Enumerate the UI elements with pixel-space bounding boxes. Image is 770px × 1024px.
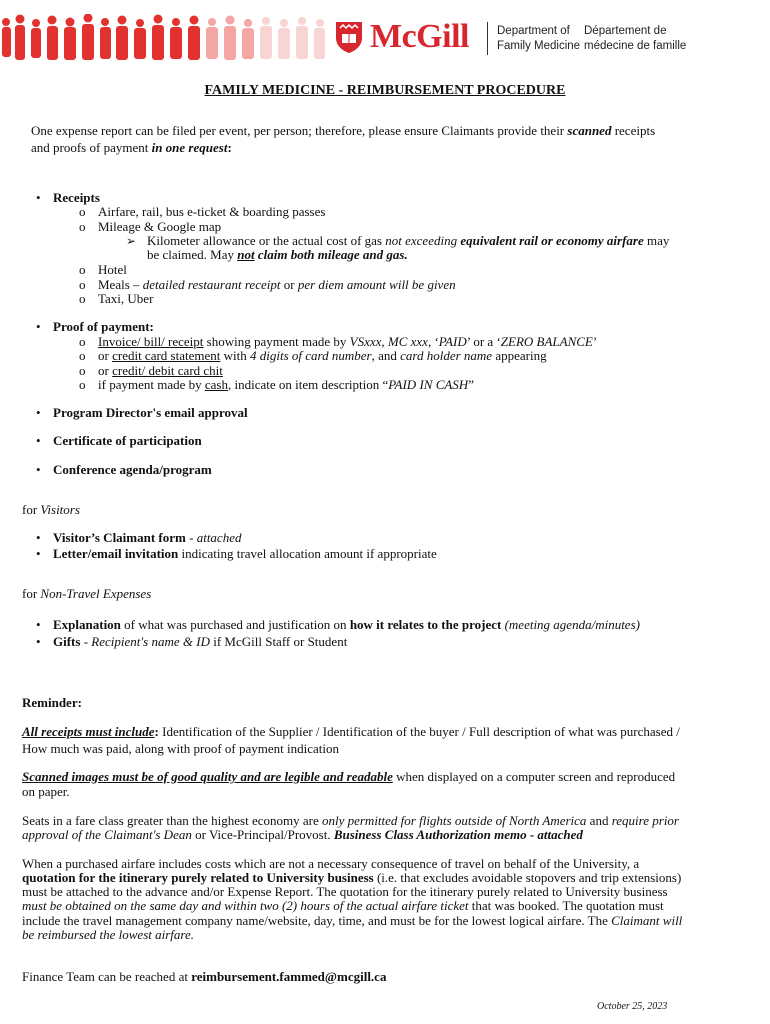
bullet-disc: • bbox=[36, 546, 41, 561]
reminder-airfare-line-5: include the travel management company name/website, day, time, and must be for the lowest logical airfare. The Claimant will bbox=[22, 913, 683, 928]
page-title: FAMILY MEDICINE - REIMBURSEMENT PROCEDURE bbox=[204, 83, 566, 98]
reminder-airfare-line-3: must be attached to the advance and/or Expense Report. The quotation for the itinerary purely related to University business bbox=[22, 884, 668, 899]
extra-agenda: Conference agenda/program bbox=[53, 462, 212, 477]
bullet-circle: o bbox=[79, 377, 86, 392]
finance-email-link[interactable]: reimbursement.fammed@mcgill.ca bbox=[191, 969, 387, 984]
finance-contact: Finance Team can be reached at reimbursement.fammed@mcgill.ca bbox=[22, 969, 387, 984]
reminder-fare-line-1: Seats in a fare class greater than the highest economy are only permitted for flights outside of North America and require prior bbox=[22, 813, 679, 828]
reminder-receipts-line-1: All receipts must include: Identification of the Supplier / Identification of the buyer / Full description of what was purchased / bbox=[22, 724, 680, 739]
extra-certificate: Certificate of participation bbox=[53, 433, 202, 448]
intro-line-2: and proofs of payment in one request: bbox=[31, 140, 232, 155]
header-divider bbox=[487, 22, 488, 55]
bullet-disc: • bbox=[36, 634, 41, 649]
bullet-circle: o bbox=[79, 348, 86, 363]
bullet-disc: • bbox=[36, 530, 41, 545]
visitors-item-letter: Letter/email invitation indicating travel allocation amount if appropriate bbox=[53, 546, 437, 561]
payment-item-invoice: Invoice/ bill/ receipt showing payment made by VSxxx, MC xxx, ‘PAID’ or a ‘ZERO BALANCE’ bbox=[98, 334, 598, 349]
reminder-receipts-line-2: How much was paid, along with proof of payment indication bbox=[22, 741, 339, 756]
document-date: October 25, 2023 bbox=[597, 1001, 668, 1012]
km-line-1: Kilometer allowance or the actual cost of gas not exceeding equivalent rail or economy airfare may bbox=[147, 233, 670, 248]
reminder-fare-line-2: approval of the Claimant's Dean or Vice-Principal/Provost. Business Class Authorization memo - attached bbox=[22, 827, 583, 842]
payment-item-statement: or credit card statement with 4 digits of card number, and card holder name appearing bbox=[98, 348, 547, 363]
bullet-disc: • bbox=[36, 319, 41, 334]
extra-director-approval: Program Director's email approval bbox=[53, 405, 248, 420]
dept-french: Département de médecine de famille bbox=[584, 25, 687, 52]
page-header bbox=[0, 0, 770, 70]
mcgill-wordmark: McGill bbox=[370, 18, 469, 55]
bullet-disc: • bbox=[36, 617, 41, 632]
reminder-airfare-line-6: be reimbursed the lowest airfare. bbox=[22, 927, 194, 942]
receipt-item-taxi: Taxi, Uber bbox=[98, 291, 154, 306]
receipt-item-hotel: Hotel bbox=[98, 262, 127, 277]
payment-item-chit: or credit/ debit card chit bbox=[98, 363, 223, 378]
receipt-item-mileage: Mileage & Google map bbox=[98, 219, 222, 234]
bullet-circle: o bbox=[79, 334, 86, 349]
payment-heading: Proof of payment: bbox=[53, 319, 154, 334]
nontravel-item-explanation: Explanation of what was purchased and justification on how it relates to the project (meeting agenda/minutes) bbox=[53, 617, 640, 632]
bullet-disc: • bbox=[36, 190, 41, 205]
people-silhouettes-image bbox=[0, 14, 330, 64]
bullet-circle: o bbox=[79, 204, 86, 219]
bullet-disc: • bbox=[36, 405, 41, 420]
receipt-item-meals: Meals – detailed restaurant receipt or per diem amount will be given bbox=[98, 277, 456, 292]
bullet-circle: o bbox=[79, 291, 86, 306]
nontravel-item-gifts: Gifts - Recipient's name & ID if McGill Staff or Student bbox=[53, 634, 348, 649]
bullet-circle: o bbox=[79, 262, 86, 277]
reminder-airfare-line-4: must be obtained on the same day and within two (2) hours of the actual airfare ticket that was booked. The quotation must bbox=[22, 898, 664, 913]
reminder-scanned-line-1: Scanned images must be of good quality and are legible and readable when displayed on a computer screen and reproduced bbox=[22, 769, 676, 784]
bullet-arrow-icon: ➢ bbox=[126, 234, 137, 248]
intro-line-1: One expense report can be filed per event, per person; therefore, please ensure Claimants provide their scanned receipts bbox=[31, 123, 656, 138]
reminder-airfare-line-1: When a purchased airfare includes costs which are not a necessary consequence of travel on behalf of the University, a bbox=[22, 856, 640, 871]
payment-item-cash: if payment made by cash, indicate on item description “PAID IN CASH” bbox=[98, 377, 474, 392]
dept-english: Department of Family Medicine bbox=[497, 25, 581, 52]
bullet-disc: • bbox=[36, 462, 41, 477]
visitors-lead: for Visitors bbox=[22, 502, 80, 517]
bullet-disc: • bbox=[36, 433, 41, 448]
mcgill-shield-icon bbox=[334, 20, 364, 54]
bullet-circle: o bbox=[79, 277, 86, 292]
bullet-circle: o bbox=[79, 363, 86, 378]
reminder-airfare-line-2: quotation for the itinerary purely related to University business (i.e. that excludes avoidable stopovers and trip extensions) bbox=[22, 870, 682, 885]
receipts-heading: Receipts bbox=[53, 190, 100, 205]
bullet-circle: o bbox=[79, 219, 86, 234]
reminder-scanned-line-2: on paper. bbox=[22, 784, 70, 799]
receipt-item-airfare: Airfare, rail, bus e-ticket & boarding passes bbox=[98, 204, 326, 219]
km-line-2: be claimed. May not claim both mileage and gas. bbox=[147, 247, 408, 262]
nontravel-lead: for Non-Travel Expenses bbox=[22, 586, 152, 601]
visitors-item-form: Visitor’s Claimant form - attached bbox=[53, 530, 242, 545]
reminder-heading: Reminder: bbox=[22, 695, 82, 710]
